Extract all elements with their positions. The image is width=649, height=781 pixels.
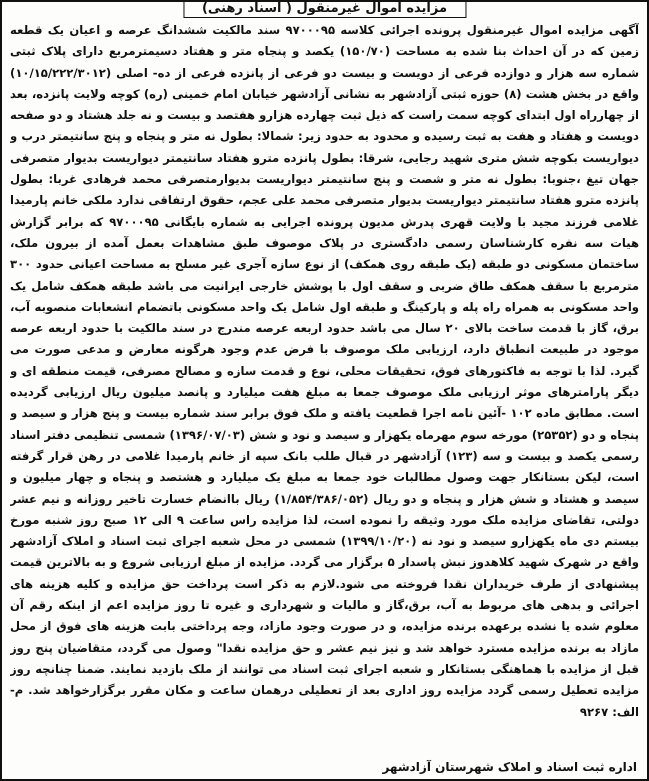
notice-body: آگهی مزایده اموال غیرمنقول پرونده اجرائی کلاسه ۹۷۰۰۰۹۵ سند مالکیت ششدانگ عرصه و اعیان یک قطعه زمین که در آن احداث بنا شده به مساحت (۱۵۰/۷۰) یکصد و پنجاه متر و هفتاد دسیمترمربع دارای پلاک ثبتی شماره سه هزار و دوازده فرعی از دویست و بیست دو فرعی از پانزده فرعی از ده- اصلی (۱۰/۱۵/۲۲۲/۳۰۱۲) واقع در بخش هشت (۸) حوزه ثبتی آزادشهر به نشانی آزادشهر خیابان امام خمینی (ره) کوچه ولایت پانزده، بعد از چهارراه اول ابتدای کوچه سمت راست که ذیل ثبت چهارده هزارو هفتصد و بیست و نه جلد هشتاد و دو صفحه دویست و هفتاد و هفت به ثبت رسیده و محدود به حدود زیر: شمالا: بطول نه متر و پنجاه و پنج سانتیمتر درب و دیواریست بکوچه شش متری شهید رجایی، شرقا: بطول پانزده مترو هفتاد سانتیمتر دیواریست بدیوار متصرفی جهان تیغ ،جنوبا: بطول نه متر و شصت و پنج سانتیمتر دیواریست بدیوارمتصرفی محمد فرهادی غربا: بطول پانزده مترو هفتاد سانتیمتر دیواریست بدیوار متصرفی محمد علی عجم، حقوق ارتفاقی ندارد ملکی خانم پارمیدا غلامی فرزند مجید با ولایت قهری پدرش مدیون پرونده اجرایی به شماره بایگانی ۹۷۰۰۰۹۵ که برابر گزارش هیات سه نفره کارشناسان رسمی دادگستری در پلاک موصوف طبق مشاهدات بعمل آمده از بیرون ملک، ساختمان مسکونی دو طبقه (یک طبقه روی همکف) از نوع سازه آجری غیر مسلح به مساحت اعیانی حدود ۳۰۰ مترمربع با سقف همکف طاق ضربی و سقف اول با پوشش خارجی ایرانیت می باشد طبقه همکف شامل یک واحد مسکونی به همراه راه پله و پارکینگ و طبقه اول شامل یک واحد مسکونی باتضمام انشعابات منصوبه آب، برق، گاز با قدمت ساخت بالای ۲۰ سال می باشد حدود اربعه عرصه مندرج در سند مالکیت با حدود اربعه عرصه موجود در طبیعت انطباق دارد، ارزیابی ملک موصوف با فرض عدم وجود هرگونه معارض و مدعی صورت می گیرد. لذا با توجه به فاکتورهای فوق، تحقیقات محلی، نوع و قدمت سازه و مصالح مصرفی، قیمت منطقه ای و دیگر پارامترهای موثر ارزیابی ملک موصوف جمعا به مبلغ هفت میلیارد و پانصد میلیون ریال ارزیابی گردیده است. مطابق ماده ۱۰۲ -آئین نامه اجرا قطعیت یافته و ملک فوق برابر سند شماره بیست و پنج هزار و سیصد و پنجاه و دو (۲۵۳۵۲) مورخه سوم مهرماه یکهزار و سیصد و نود و شش (۱۳۹۶/۰۷/۰۳) شمسی تنظیمی دفتر اسناد رسمی یکصد و بیست و سه (۱۲۳) آزادشهر در قبال طلب بانک سپه از خانم پارمیدا غلامی در رهن قرار گرفته است، لیکن بستانکار جهت وصول مطالبات خود جمعا به مبلغ یک میلیارد و هشتصد و پنجاه و چهار میلیون و سیصد و هشتاد و شش هزار و پنجاه و دو ریال (۱/۸۵۴/۳۸۶/۰۵۲) ریال باانضام خسارت تاخیر روزانه و نیم عشر دولتی، تقاضای مزایده ملک مورد وثیقه را نموده است، لذا مزایده راس ساعت ۹ الی ۱۲ صبح روز شنبه مورخ بیستم دی ماه یکهزارو سیصد و نود نه (۱۳۹۹/۱۰/۲۰) شمسی در محل شعبه اجرای ثبت اسناد و املاک آزادشهر واقع در شهرک شهید کلاهدوز نبش پاسدار ۵ برگزار می گردد. مزایده از مبلغ ارزیابی شروع و به بالاترین قیمت پیشنهادی از طرف خریداران نقدا فروخته می شود.لازم به ذکر است پرداخت حق مزایده و کلیه هزینه های اجرائی و بدهی های مربوط به آب، برق،گاز و مالیات و شهرداری و غیره تا روز مزایده اعم از اینکه رقم آن معلوم شده یا نشده برعهده برنده مزایده، و در صورت وجود مازاد، وجه پرداختی بابت هزینه های فوق از محل مازاد به برنده مزایده مسترد خواهد شد و نیز نیم عشر و حق مزایده نقدا" وصول می گردد، متقاضیان پنج روز قبل از مزایده با هماهنگی بستانکار و شعبه اجرای ثبت اسناد می توانند از ملک بازدید نمایند. ضمنا چنانچه روز مزایده تعطیل رسمی گردد مزایده روز اداری بعد از تعطیلی درهمان ساعت و مکان مقرر برگزارخواهد شد. م-الف: ۹۲۶۷ bbox=[10, 23, 639, 719]
notice-issuer: اداره ثبت اسناد و املاک شهرستان آزادشهر bbox=[382, 760, 637, 774]
notice-title: مزایده اموال غیرمنقول ( اسناد رهنی) bbox=[183, 1, 466, 18]
